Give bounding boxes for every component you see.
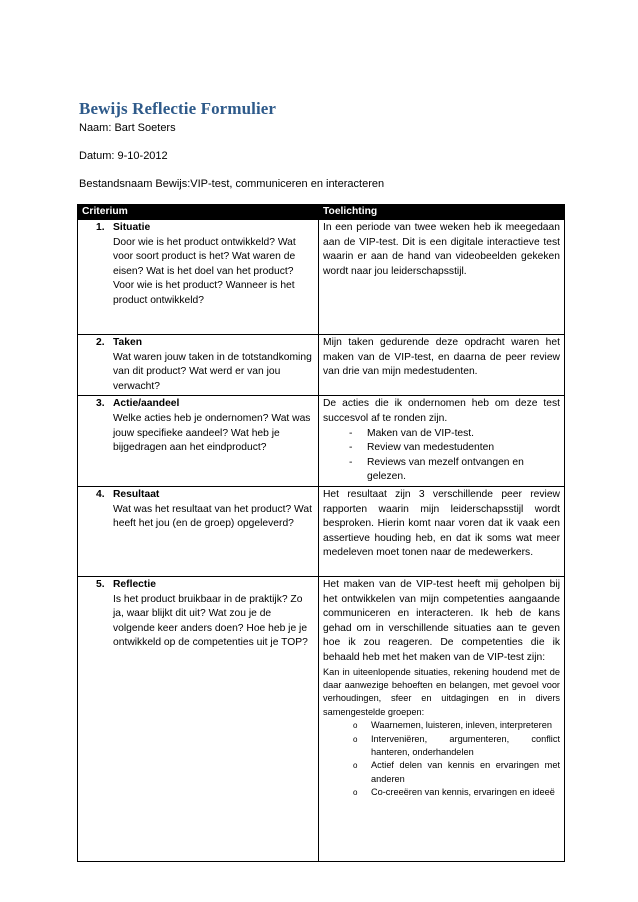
toelichting-cell	[319, 335, 565, 396]
name-line: Naam: Bart Soeters	[79, 122, 176, 134]
criterium-title: Reflectie	[113, 578, 156, 590]
date-line: Datum: 9-10-2012	[79, 150, 168, 162]
action-list	[323, 427, 560, 485]
criterium-title: Taken	[113, 337, 142, 348]
table-row	[78, 220, 565, 335]
item-number: 2.	[96, 337, 105, 348]
list-item: o Interveniëren, argumenteren, conflict hanteren, onderhandelen	[353, 733, 560, 760]
list-item: o Waarnemen, luisteren, inleven, interpreteren	[353, 719, 560, 732]
list-item: o Co-creeëren van kennis, ervaringen en ideeë	[353, 786, 560, 799]
toelichting-text: De acties die ik ondernomen heb om deze test succesvol af te ronden zijn.	[323, 398, 560, 424]
document-title: Bewijs Reflectie Formulier	[79, 99, 277, 118]
toelichting-text: Het maken van de VIP-test heeft mij geholpen bij het ontwikkelen van mijn competenties aangaande communiceren en interacteren. Ik heb de kans gehad om in verschillende situaties aan te geven hoe ik zou reageren. De competenties die ik behaald heb met het maken van de VIP-test zijn:	[323, 578, 560, 663]
table-row	[78, 576, 565, 861]
criterium-title: Actie/aandeel	[113, 398, 180, 410]
criterium-question: Door wie is het product ontwikkeld? Wat voor soort product is het? Wat waren de eisen? Wat is het doel van het product? Voor wie is het product? Wanneer is het product ontwikkeld?	[113, 236, 296, 306]
criterium-cell	[78, 486, 319, 576]
criterium-question: Is het product bruikbaar in de praktijk? Zo ja, waar blijkt dit uit? Wat zou je de volgende keer anders doen? Hoe heb je je ontwikkeld op de competenties uit je TOP?	[113, 593, 308, 649]
item-number: 3.	[96, 398, 105, 410]
criterium-question: Wat was het resultaat van het product? Wat heeft het jou (en de groep) opgeleverd?	[113, 503, 312, 530]
toelichting-cell	[319, 576, 565, 861]
filename-line: Bestandsnaam Bewijs:VIP-test, communiceren en interacteren	[79, 178, 385, 190]
toelichting-text: Het resultaat zijn 3 verschillende peer review rapporten waarin mijn leiderschapsstijl wordt besproken. Hierin komt naar voren dat ik vaak een assertieve houding heb, en dat ik soms wat meer medeleven moet tonen naar de medewerkers.	[323, 488, 560, 559]
criterium-cell	[78, 335, 319, 396]
table-row	[78, 486, 565, 576]
list-item: - Reviews van mezelf ontvangen en gelezen.	[349, 456, 560, 485]
list-item: - Maken van de VIP-test.	[349, 427, 560, 442]
criterium-title: Situatie	[113, 222, 151, 233]
header-toelichting: Toelichting	[319, 205, 565, 220]
reflection-table	[77, 204, 565, 862]
toelichting-text: In een periode van twee weken heb ik meegedaan aan de VIP-test. Dit is een digitale interactieve test waarin er aan de hand van videobeelden gekeken wordt naar jou leiderschapsstijl.	[323, 222, 560, 277]
toelichting-cell	[319, 396, 565, 487]
list-item: o Actief delen van kennis en ervaringen met anderen	[353, 759, 560, 786]
criterium-cell	[78, 396, 319, 487]
criterium-cell	[78, 220, 319, 335]
table-row	[78, 396, 565, 487]
competence-list	[323, 719, 560, 799]
competence-description: Kan in uiteenlopende situaties, rekening houdend met de daar aanwezige behoeften en belangen, met gevoel voor verhoudingen, sfeer en uitdagingen en in divers samengestelde groepen:	[323, 666, 560, 717]
header-criterium: Criterium	[78, 205, 319, 220]
item-number: 5.	[96, 578, 105, 590]
toelichting-cell	[319, 486, 565, 576]
criterium-title: Resultaat	[113, 488, 160, 500]
toelichting-cell	[319, 220, 565, 335]
item-number: 4.	[96, 488, 105, 500]
table-header-row	[78, 205, 565, 220]
criterium-cell	[78, 576, 319, 861]
toelichting-text: Mijn taken gedurende deze opdracht waren het maken van de VIP-test, en daarna de peer review van drie van mijn medestudenten.	[323, 337, 560, 378]
list-item: - Review van medestudenten	[349, 441, 560, 456]
criterium-question: Wat waren jouw taken in de totstandkoming van dit product? Wat werd er van jou verwacht?	[113, 351, 312, 392]
criterium-question: Welke acties heb je ondernomen? Wat was jouw specifieke aandeel? Wat heb je bijgedragen aan het eindproduct?	[113, 412, 311, 454]
table-row	[78, 335, 565, 396]
item-number: 1.	[96, 222, 105, 233]
